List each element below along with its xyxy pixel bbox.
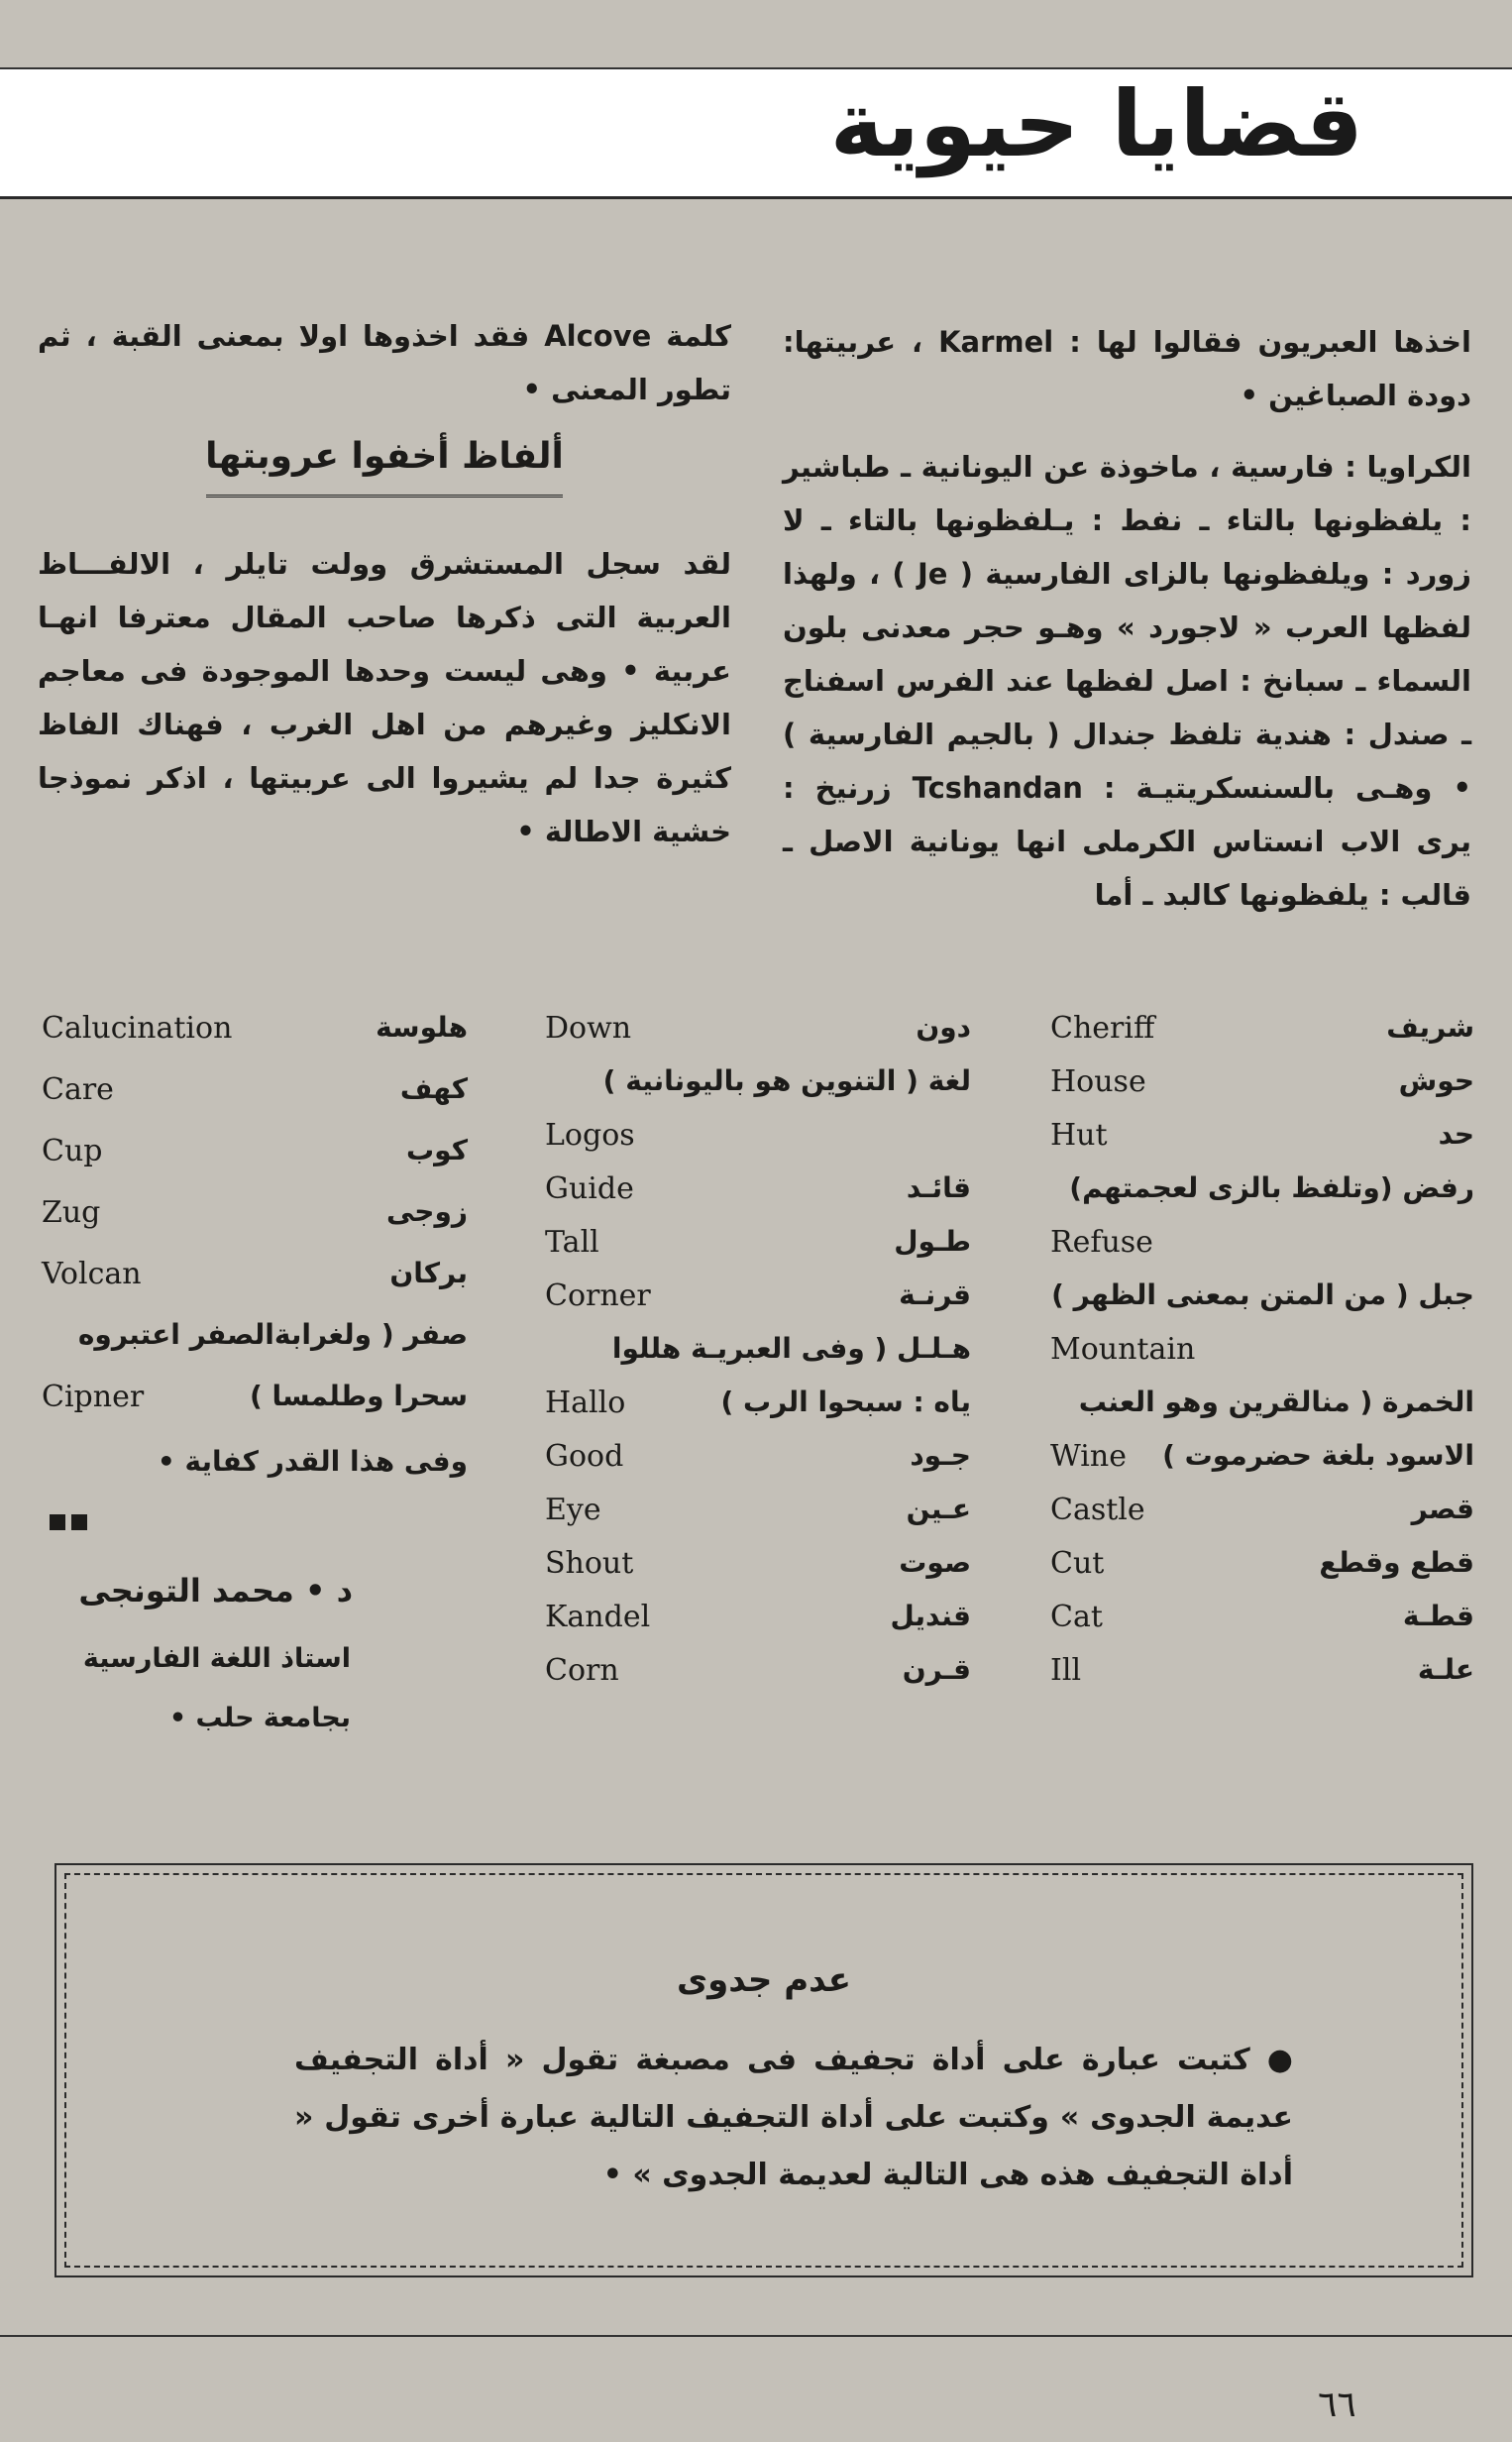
english-word: Tall: [545, 1225, 599, 1260]
paragraph: كلمة Alcove فقد اخذوها اولا بمعنى القبة ، ثم تطور المعنى •: [38, 319, 731, 406]
word-pair: [1050, 1332, 1474, 1372]
english-word: Castle: [1050, 1493, 1145, 1527]
author-title: استاذ اللغة الفارسية: [82, 1643, 351, 1674]
sidebar-box: [54, 1863, 1473, 2277]
word-pair: [1050, 1278, 1474, 1318]
english-word: Down: [545, 1011, 632, 1046]
arabic-word: رفض (وتلفظ بالزى لعجمتهم): [1069, 1171, 1474, 1204]
english-word: Shout: [545, 1546, 634, 1581]
word-pair: [545, 1386, 971, 1425]
word-pair: [1050, 1386, 1474, 1425]
word-pair: [545, 1439, 971, 1479]
paragraph: اخذها العبريون فقالوا لها : Karmel ، عربيتها: دودة الصباغين •: [783, 325, 1471, 412]
word-pair: [545, 1171, 971, 1211]
word-pair: [545, 1225, 971, 1265]
word-pair: [1050, 1011, 1474, 1051]
english-word: Good: [545, 1439, 624, 1474]
arabic-word: جـود: [910, 1439, 971, 1472]
english-word: Care: [42, 1072, 114, 1107]
english-word: Corn: [545, 1653, 619, 1688]
right-column: [783, 315, 1471, 922]
english-word: Volcan: [42, 1257, 142, 1291]
arabic-word: حوش: [1398, 1064, 1474, 1097]
page-number: ٦٦: [1318, 2385, 1356, 2425]
word-list-right: [1050, 1011, 1474, 1744]
author-name: د • محمد التونجى: [78, 1572, 353, 1610]
word-pair: [545, 1011, 971, 1051]
english-word: Hallo: [545, 1386, 626, 1420]
word-pair: [1050, 1171, 1474, 1211]
english-word: Mountain: [1050, 1332, 1196, 1367]
arabic-word: بركان: [389, 1257, 468, 1289]
arabic-word: كهف: [399, 1072, 468, 1105]
word-pair: [545, 1653, 971, 1693]
word-pair: [42, 1257, 468, 1296]
arabic-word: الخمرة ( منالقرين وهو العنب: [1078, 1386, 1474, 1418]
word-pair: [1050, 1225, 1474, 1265]
arabic-word: قنديل: [890, 1600, 971, 1632]
word-pair: [545, 1118, 971, 1158]
word-pair: [42, 1380, 468, 1419]
arabic-word: قطـة: [1402, 1600, 1474, 1632]
english-word: Cat: [1050, 1600, 1103, 1634]
arabic-word: لغة ( التنوين هو باليونانية ): [602, 1064, 971, 1097]
english-word: Cut: [1050, 1546, 1105, 1581]
paragraph: لقد سجل المستشرق وولت تايلر ، الالفـــاظ العربية التى ذكرها صاحب المقال معترفا انهـا عربية • وهى ليست وحدها الموجودة فى معاجم الانكليز وغيرهم من اهل الغرب ، فهناك الفاظ كثيرة جدا لم يشيروا الى عربيتها ، اذكر نموذجا خشية الاطالة •: [38, 547, 731, 848]
english-word: Refuse: [1050, 1225, 1153, 1260]
arabic-word: طـول: [894, 1225, 971, 1258]
arabic-word: قـرن: [902, 1653, 971, 1686]
arabic-word: هلوسة: [376, 1011, 468, 1044]
word-pair: [1050, 1600, 1474, 1639]
word-pair: [545, 1278, 971, 1318]
english-word: Wine: [1050, 1439, 1127, 1474]
word-list-middle: [545, 1011, 971, 1744]
arabic-word: الاسود بلغة حضرموت ): [1162, 1439, 1474, 1472]
word-pair: [1050, 1064, 1474, 1104]
word-pair: [42, 1318, 468, 1358]
subheading: [38, 430, 731, 484]
word-pair: [1050, 1653, 1474, 1693]
word-pair: [545, 1546, 971, 1586]
arabic-word: شريف: [1386, 1011, 1474, 1044]
word-pair: [1050, 1493, 1474, 1532]
arabic-word: جبل ( من المتن بمعنى الظهر ): [1051, 1278, 1474, 1311]
arabic-word: ياه : سبحوا الرب ): [720, 1386, 971, 1418]
word-pair: [1050, 1439, 1474, 1479]
english-word: Kandel: [545, 1600, 651, 1634]
author-affiliation: بجامعة حلب •: [168, 1703, 351, 1733]
word-pair: [42, 1011, 468, 1051]
english-word: Cipner: [42, 1380, 145, 1414]
bottom-rule: [0, 2335, 1512, 2337]
arabic-word: صفر ( ولغرابةالصفر اعتبروه: [77, 1318, 468, 1351]
left-column: [38, 309, 731, 858]
arabic-word: كوب: [406, 1134, 468, 1166]
arabic-word: حد: [1438, 1118, 1474, 1151]
english-word: Cheriff: [1050, 1011, 1155, 1046]
arabic-word: زوجى: [385, 1195, 468, 1228]
english-word: Logos: [545, 1118, 635, 1153]
word-pair: [545, 1600, 971, 1639]
word-pair: [545, 1064, 971, 1104]
word-pair: [42, 1072, 468, 1112]
english-word: Guide: [545, 1171, 634, 1206]
end-mark: [50, 1514, 93, 1534]
arabic-word: قصر: [1411, 1493, 1474, 1525]
arabic-word: هـلـل ( وفى العبريـة هللوا: [611, 1332, 971, 1365]
arabic-word: قرنـة: [899, 1278, 971, 1311]
arabic-word: قطع وقطع: [1319, 1546, 1474, 1579]
paragraph: الكراويا : فارسية ، ماخوذة عن اليونانية ـ طباشير : يلفظونها بالتاء ـ نفط : يـلفظونها بالتاء ـ لا زورد : ويلفظونها بالزاى الفارسية ( Je ) ، ولهذا لفظها العرب « لاجورد » وهـو حجر معدنى بلون السماء ـ سبانخ : اصل لفظها عند الفرس اسفناج ـ صندل : هندية تلفظ جندال ( بالجيم الفارسية ) • وهـى بالسنسكريتيـة : Tcshandan زرنيخ : يرى الاب انستاس الكرملى انها يونانية الاصل ـ قالب : يلفظونها كالبد ـ أما: [783, 450, 1471, 912]
word-pair: [1050, 1118, 1474, 1158]
word-pair: [545, 1493, 971, 1532]
word-list-left: [42, 1011, 468, 1744]
arabic-word: علـة: [1417, 1653, 1474, 1686]
section-title: قضايا حيوية: [829, 71, 1363, 177]
english-word: Calucination: [42, 1011, 233, 1046]
english-word: Ill: [1050, 1653, 1082, 1688]
subheading-underline: [206, 495, 563, 498]
box-text: ● كتبت عبارة على أداة تجفيف فى مصبغة تقول « أداة التجفيف عديمة الجدوى » وكتبت على أداة التجفيف التالية عبارة أخرى تقول « أداة التجفيف هذه هى التالية لعديمة الجدوى » •: [294, 2043, 1293, 2192]
english-word: Corner: [545, 1278, 651, 1313]
box-title: عدم جدوى: [676, 1960, 852, 2000]
word-pair: [42, 1195, 468, 1235]
english-word: Zug: [42, 1195, 101, 1230]
arabic-word: قائـد: [906, 1171, 971, 1204]
subheading-text: ألفاظ أخفوا عروبتها: [205, 436, 564, 477]
arabic-word: عـين: [906, 1493, 971, 1525]
english-word: Hut: [1050, 1118, 1108, 1153]
arabic-word: صوت: [899, 1546, 971, 1579]
english-word: Cup: [42, 1134, 103, 1168]
word-pair: [545, 1332, 971, 1372]
english-word: House: [1050, 1064, 1146, 1099]
closing-line: وفى هذا القدر كفاية •: [157, 1445, 468, 1478]
arabic-word: سحرا وطلمسا ): [249, 1380, 468, 1412]
english-word: Eye: [545, 1493, 601, 1527]
word-pair: [42, 1134, 468, 1173]
word-pair: [1050, 1546, 1474, 1586]
arabic-word: دون: [916, 1011, 971, 1044]
